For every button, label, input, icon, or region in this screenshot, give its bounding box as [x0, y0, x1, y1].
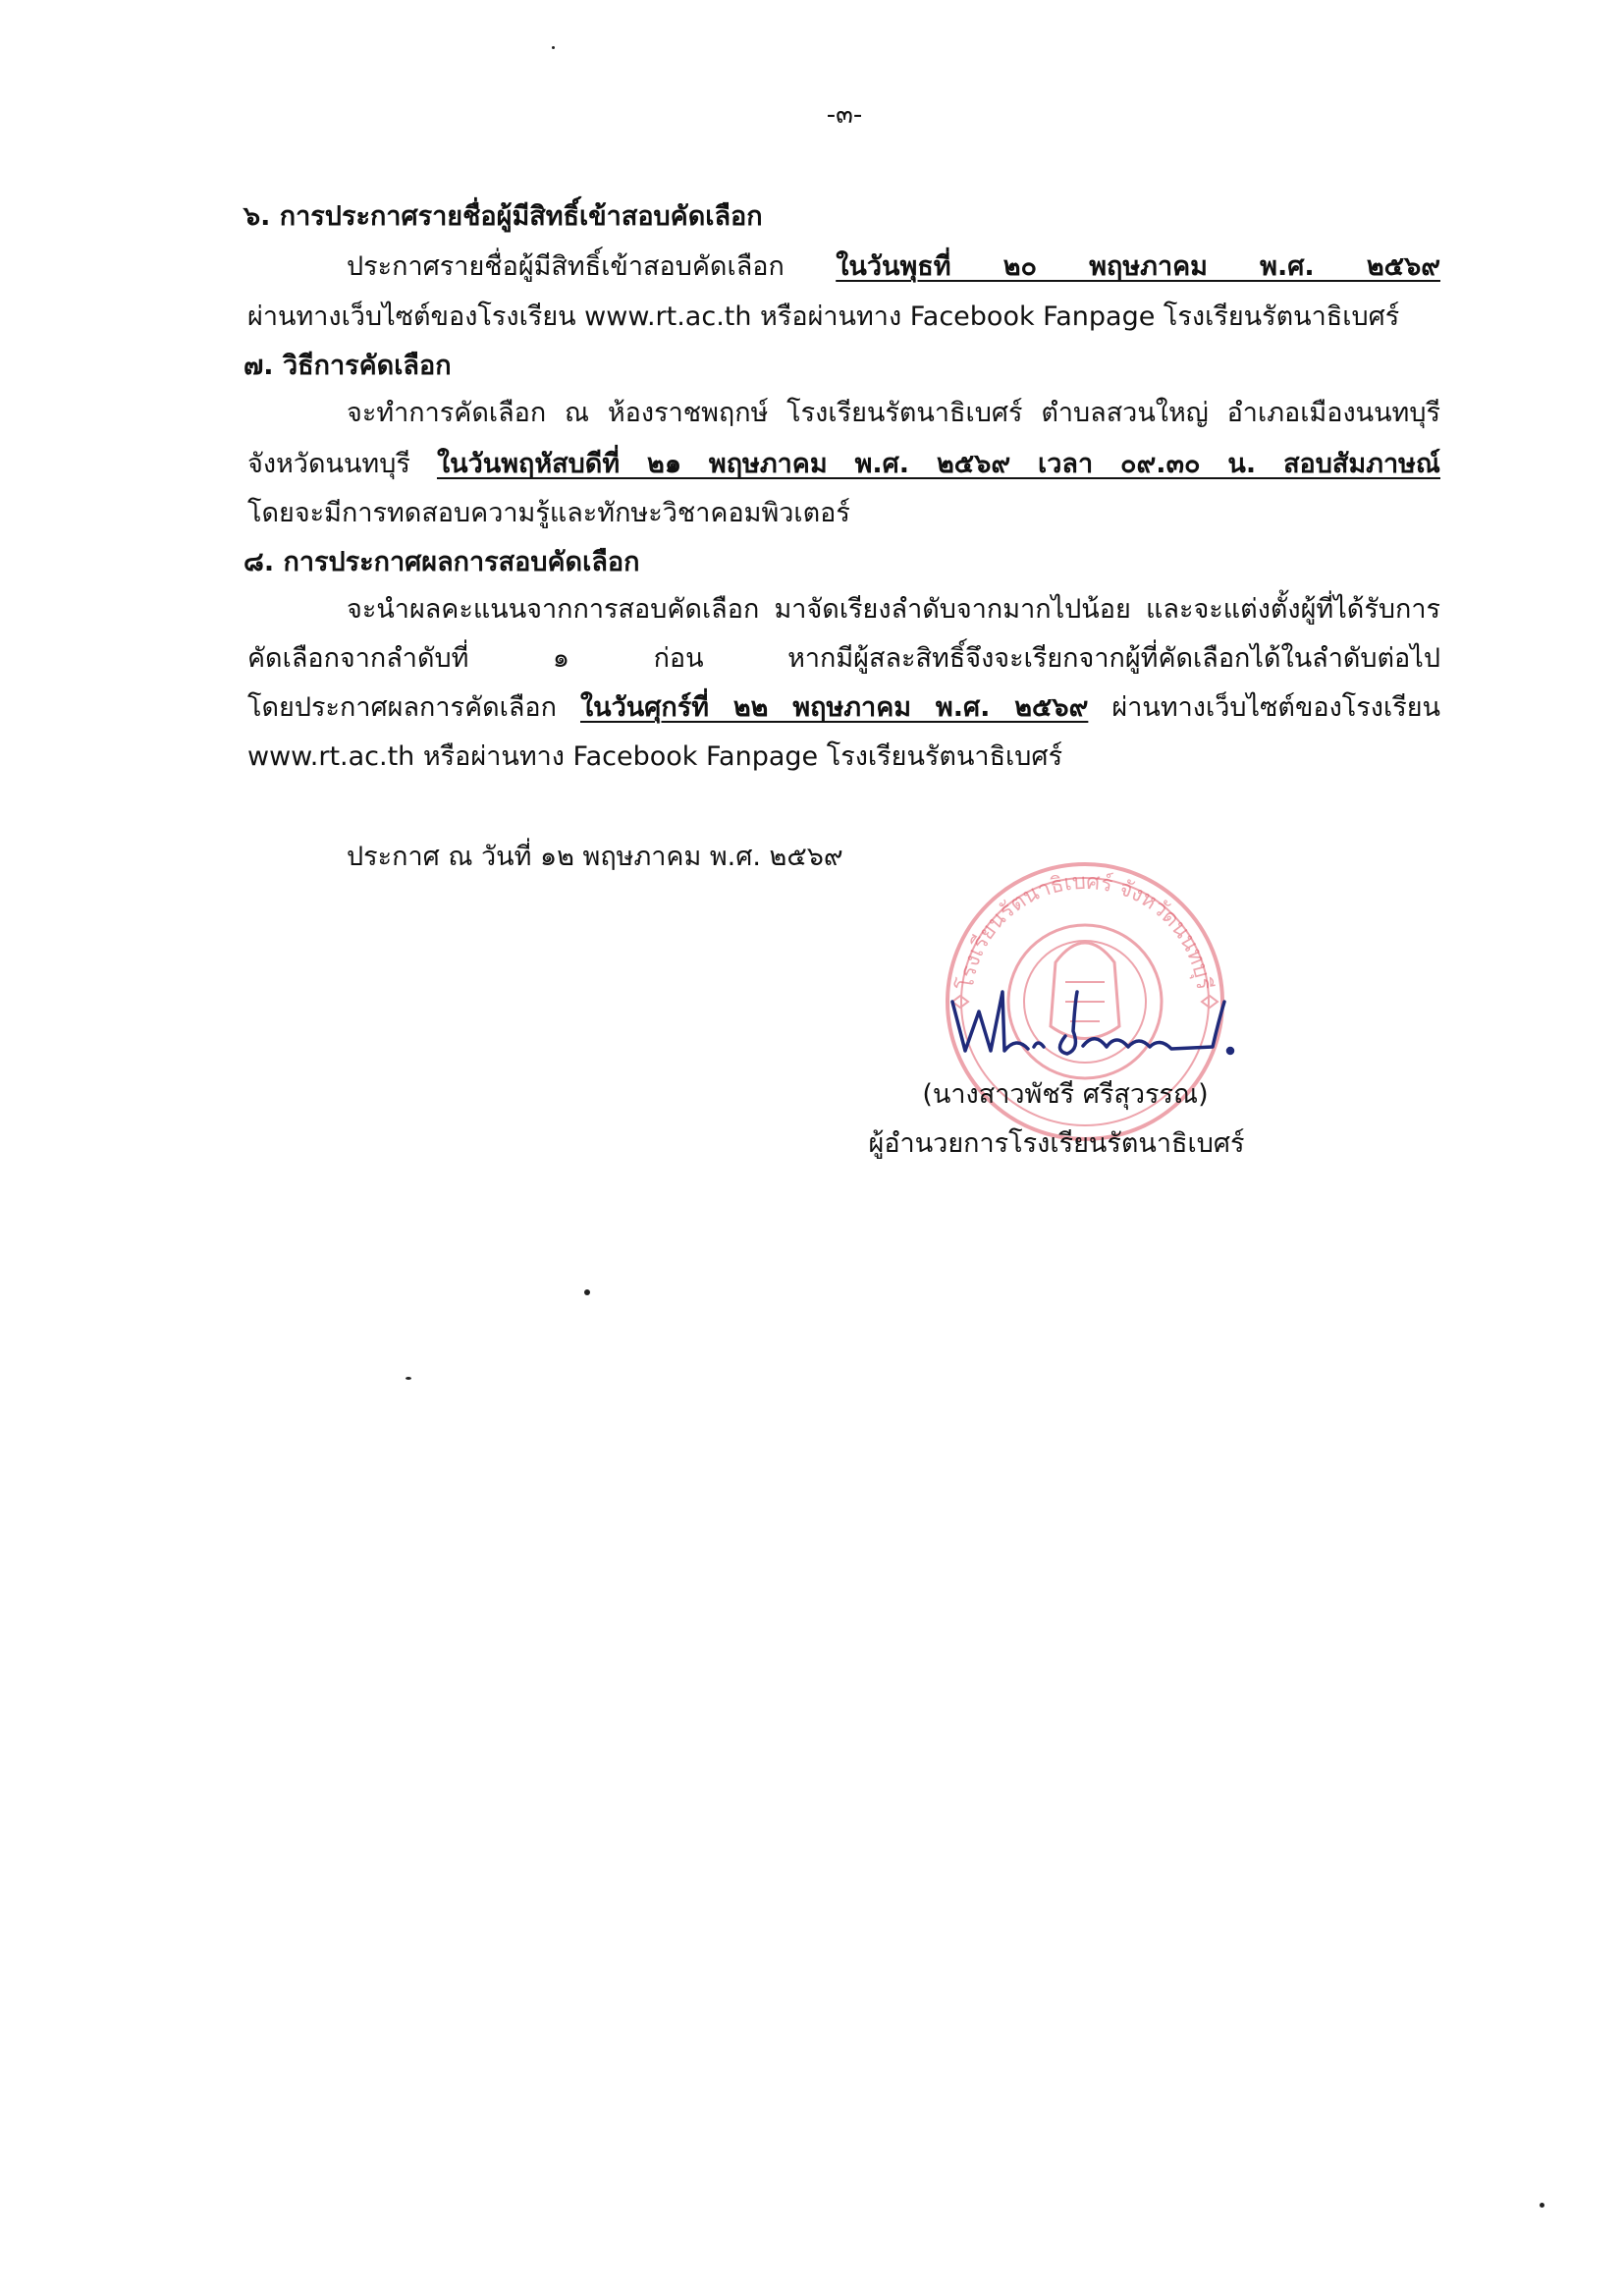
signer-name: (นางสาวพัชรี ศรีสุวรรณ)	[922, 1079, 1209, 1110]
section-7-line-3: โดยจะมีการทดสอบความรู้และทักษะวิชาคอมพิวเตอร์	[247, 498, 850, 528]
section-8-heading: ๘. การประกาศผลการสอบคัดเลือก	[244, 547, 640, 577]
announcement-date: ประกาศ ณ วันที่ ๑๒ พฤษภาคม พ.ศ. ๒๕๖๙	[347, 842, 843, 872]
scan-speck	[552, 46, 555, 49]
section-6-date: ในวันพุธที่ ๒๐ พฤษภาคม พ.ศ. ๒๕๖๙	[836, 251, 1440, 282]
section-7-line-2	[247, 442, 1440, 484]
svg-text:โรงเรียนรัตนาธิเบศร์ จังหวัดนน	[953, 870, 1217, 992]
scan-speck	[584, 1289, 590, 1295]
section-6-paragraph-line-1	[347, 245, 1440, 287]
section-8-line-4: www.rt.ac.th หรือผ่านทาง Facebook Fanpage โรงเรียนรัตนาธิเบศร์	[247, 741, 1063, 772]
section-8-line-2: คัดเลือกจากลำดับที่ ๑ ก่อน หากมีผู้สละสิทธิ์จึงจะเรียกจากผู้ที่คัดเลือกได้ในลำดับต่อไป	[247, 643, 1440, 674]
section-8-tail: ผ่านทางเว็บไซต์ของโรงเรียน	[1111, 692, 1440, 723]
seal-text: โรงเรียนรัตนาธิเบศร์ จังหวัดนนทบุรี	[953, 869, 1217, 992]
section-7-heading: ๗. วิธีการคัดเลือก	[244, 351, 452, 381]
section-7-date: ในวันพฤหัสบดีที่ ๒๑ พฤษภาคม พ.ศ. ๒๕๖๙ เวลา ๐๙.๓๐ น. สอบสัมภาษณ์	[436, 449, 1440, 479]
section-6-paragraph-line-2: ผ่านทางเว็บไซต์ของโรงเรียน www.rt.ac.th หรือผ่านทาง Facebook Fanpage โรงเรียนรัตนาธิเบศร์	[247, 301, 1400, 332]
scan-speck	[1540, 2203, 1544, 2208]
section-7-text: จังหวัดนนทบุรี	[247, 449, 410, 479]
section-8-date: ในวันศุกร์ที่ ๒๒ พฤษภาคม พ.ศ. ๒๕๖๙	[580, 692, 1089, 723]
page-number: -๓-	[826, 100, 863, 130]
signer-position: ผู้อำนวยการโรงเรียนรัตนาธิเบศร์	[868, 1128, 1245, 1159]
section-8-line-3	[247, 685, 1440, 728]
section-6-text: ประกาศรายชื่อผู้มีสิทธิ์เข้าสอบคัดเลือก	[347, 251, 785, 282]
section-6-heading: ๖. การประกาศรายชื่อผู้มีสิทธิ์เข้าสอบคัดเลือก	[244, 201, 763, 232]
section-8-text: โดยประกาศผลการคัดเลือก	[247, 692, 557, 723]
section-7-line-1: จะทำการคัดเลือก ณ ห้องราชพฤกษ์ โรงเรียนรัตนาธิเบศร์ ตำบลสวนใหญ่ อำเภอเมืองนนทบุรี	[347, 398, 1440, 428]
section-8-line-1: จะนำผลคะแนนจากการสอบคัดเลือก มาจัดเรียงลำดับจากมากไปน้อย และจะแต่งตั้งผู้ที่ได้รับการ	[347, 594, 1440, 625]
scan-speck	[406, 1377, 411, 1380]
